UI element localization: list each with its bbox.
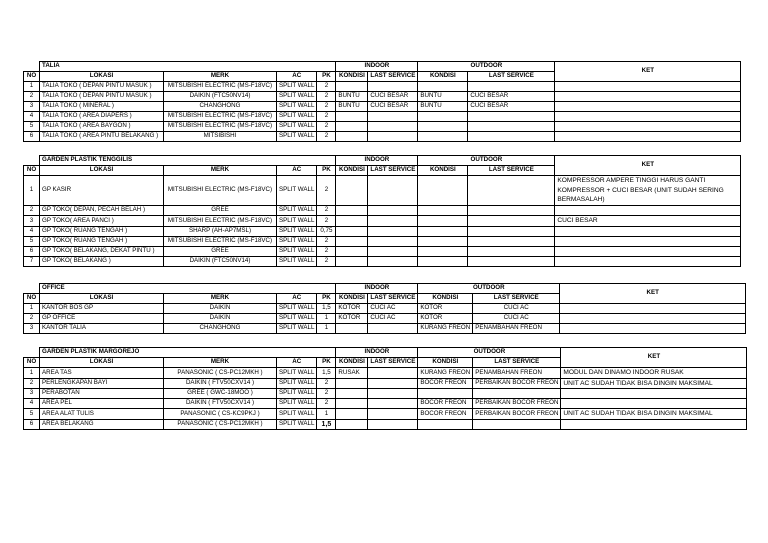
row-ket	[561, 389, 747, 399]
row-ac: SPLIT WALL	[277, 206, 317, 216]
no-header: NO	[24, 166, 40, 176]
lokasi-header: LOKASI	[40, 72, 164, 82]
row-pk: 1	[317, 409, 336, 420]
row-ac: SPLIT WALL	[277, 122, 317, 132]
row-indoor-last-service: CUCI AC	[368, 314, 418, 324]
row-lokasi: TALIA TOKO ( AREA PINTU BELAKANG )	[40, 132, 164, 142]
row-merk: MITSUBISHI ELECTRIC (MS-F18VC)	[164, 216, 277, 227]
row-outdoor-kondisi	[418, 122, 468, 132]
row-no: 2	[24, 92, 40, 102]
row-merk: PANASONIC ( CS-KC9PKJ )	[164, 409, 277, 420]
row-outdoor-kondisi	[418, 246, 468, 256]
row-outdoor-last-service	[468, 112, 555, 122]
row-outdoor-kondisi	[418, 112, 468, 122]
row-outdoor-kondisi	[418, 132, 468, 142]
row-pk: 2	[317, 246, 336, 256]
row-outdoor-last-service: CUCI BESAR	[468, 102, 555, 112]
row-merk: PANASONIC ( CS-PC12MKH )	[164, 419, 277, 429]
row-outdoor-kondisi	[418, 82, 468, 92]
row-lokasi: TALIA TOKO ( AREA DIAPERS )	[40, 112, 164, 122]
indoor-last-service-header: LAST SERVICE	[368, 72, 418, 82]
row-outdoor-kondisi: BOCOR FREON	[418, 378, 473, 389]
row-outdoor-last-service	[468, 256, 555, 266]
row-ac: SPLIT WALL	[277, 92, 317, 102]
row-no: 2	[24, 378, 40, 389]
section-office	[23, 283, 746, 334]
table-row	[24, 122, 741, 132]
ac-header: AC	[277, 72, 317, 82]
row-outdoor-kondisi	[418, 206, 468, 216]
row-outdoor-kondisi: BOCOR FREON	[418, 409, 473, 420]
row-indoor-kondisi: RUSAK	[336, 368, 368, 379]
row-outdoor-kondisi: KOTOR	[418, 304, 473, 314]
row-no: 7	[24, 256, 40, 266]
outdoor-header: OUTDOOR	[418, 284, 560, 294]
lokasi-header: LOKASI	[40, 358, 164, 368]
outdoor-header: OUTDOOR	[418, 62, 555, 72]
row-ac: SPLIT WALL	[277, 256, 317, 266]
row-lokasi: AREA TAS	[40, 368, 164, 379]
ket-header: KET	[561, 348, 747, 368]
row-indoor-last-service	[368, 122, 418, 132]
row-indoor-last-service	[368, 368, 418, 379]
row-lokasi: AREA PEL	[40, 399, 164, 409]
row-indoor-last-service	[368, 378, 418, 389]
row-pk: 2	[317, 389, 336, 399]
table-row	[24, 378, 747, 389]
outdoor-kondisi-header: KONDISI	[418, 294, 473, 304]
row-pk: 1,5	[317, 419, 336, 429]
row-merk: CHANGHONG	[164, 102, 277, 112]
row-outdoor-last-service: PENAMBAHAN FREON	[473, 324, 560, 334]
row-outdoor-last-service	[468, 132, 555, 142]
row-indoor-last-service	[368, 324, 418, 334]
table-row	[24, 324, 746, 334]
row-merk: MITSUBISHI ELECTRIC (MS-F18VC)	[164, 236, 277, 246]
row-no: 1	[24, 304, 40, 314]
row-no: 3	[24, 216, 40, 227]
row-indoor-last-service	[368, 216, 418, 227]
row-merk: MITSUBISHI ELECTRIC (MS-F18VC)	[164, 112, 277, 122]
row-indoor-kondisi	[336, 206, 368, 216]
row-outdoor-kondisi	[418, 256, 468, 266]
row-pk: 2	[317, 256, 336, 266]
row-indoor-kondisi	[336, 256, 368, 266]
merk-header: MERK	[164, 294, 277, 304]
row-pk: 2	[317, 102, 336, 112]
row-no: 4	[24, 226, 40, 236]
outdoor-kondisi-header: KONDISI	[418, 72, 468, 82]
row-merk: DAIKIN ( FTV50CXV14 )	[164, 399, 277, 409]
row-no: 3	[24, 324, 40, 334]
lokasi-header: LOKASI	[40, 294, 164, 304]
row-outdoor-kondisi: BUNTU	[418, 92, 468, 102]
row-ac: SPLIT WALL	[277, 216, 317, 227]
section-title: OFFICE	[40, 284, 336, 294]
row-no: 5	[24, 236, 40, 246]
row-ket: MODUL DAN DINAMO INDOOR RUSAK	[561, 368, 747, 379]
row-no: 3	[24, 102, 40, 112]
row-ket	[561, 399, 747, 409]
section-talia	[23, 61, 741, 142]
row-no: 2	[24, 314, 40, 324]
row-ket	[555, 246, 741, 256]
row-outdoor-kondisi	[418, 236, 468, 246]
row-ket	[555, 256, 741, 266]
section-title: GARDEN PLASTIK MARGOREJO	[40, 348, 336, 358]
table-row	[24, 82, 741, 92]
table-row	[24, 314, 746, 324]
row-ket	[555, 82, 741, 92]
row-outdoor-last-service	[468, 206, 555, 216]
row-indoor-kondisi: KOTOR	[336, 314, 368, 324]
row-indoor-kondisi: BUNTU	[336, 92, 368, 102]
row-no: 4	[24, 112, 40, 122]
row-outdoor-last-service	[468, 82, 555, 92]
row-pk: 2	[317, 82, 336, 92]
ket-header: KET	[555, 62, 741, 82]
indoor-last-service-header: LAST SERVICE	[368, 358, 418, 368]
table-row	[24, 399, 747, 409]
row-indoor-kondisi	[336, 132, 368, 142]
row-indoor-kondisi: BUNTU	[336, 102, 368, 112]
row-ket: CUCI BESAR	[555, 216, 741, 227]
row-indoor-last-service	[368, 256, 418, 266]
row-no: 6	[24, 419, 40, 429]
indoor-kondisi-header: KONDISI	[336, 358, 368, 368]
row-indoor-kondisi	[336, 122, 368, 132]
row-merk: DAIKIN	[164, 304, 277, 314]
outdoor-last-service-header: LAST SERVICE	[468, 166, 555, 176]
row-pk: 1	[317, 324, 336, 334]
row-outdoor-last-service	[473, 419, 561, 429]
row-ac: SPLIT WALL	[277, 419, 317, 429]
no-header: NO	[24, 72, 40, 82]
row-lokasi: GP TOKO( DEPAN, PECAH BELAH )	[40, 206, 164, 216]
row-outdoor-last-service: PERBAIKAN BOCOR FREON	[473, 378, 561, 389]
row-ket	[555, 236, 741, 246]
table-row	[24, 92, 741, 102]
row-indoor-kondisi	[336, 176, 368, 206]
table-row	[24, 304, 746, 314]
row-indoor-last-service	[368, 226, 418, 236]
row-no: 6	[24, 132, 40, 142]
row-merk: GREE	[164, 246, 277, 256]
table-row	[24, 256, 741, 266]
pk-header: PK	[317, 166, 336, 176]
row-indoor-last-service	[368, 176, 418, 206]
row-indoor-last-service: CUCI BESAR	[368, 92, 418, 102]
row-merk: DAIKIN	[164, 314, 277, 324]
row-ac: SPLIT WALL	[277, 112, 317, 122]
row-indoor-kondisi	[336, 324, 368, 334]
row-indoor-kondisi	[336, 112, 368, 122]
row-indoor-last-service	[368, 206, 418, 216]
row-indoor-last-service	[368, 246, 418, 256]
row-no: 2	[24, 206, 40, 216]
row-ac: SPLIT WALL	[277, 226, 317, 236]
row-no: 3	[24, 389, 40, 399]
row-merk: MITSUBISHI ELECTRIC (MS-F18VC)	[164, 122, 277, 132]
outdoor-kondisi-header: KONDISI	[418, 358, 473, 368]
outdoor-header: OUTDOOR	[418, 156, 555, 166]
row-ac: SPLIT WALL	[277, 389, 317, 399]
table-row	[24, 132, 741, 142]
row-ket	[560, 304, 746, 314]
table-row	[24, 409, 747, 420]
outdoor-kondisi-header: KONDISI	[418, 166, 468, 176]
row-outdoor-kondisi	[418, 176, 468, 206]
row-indoor-kondisi	[336, 216, 368, 227]
no-header: NO	[24, 358, 40, 368]
indoor-last-service-header: LAST SERVICE	[368, 294, 418, 304]
row-ket	[555, 122, 741, 132]
row-merk: MITSIBISHI	[164, 132, 277, 142]
row-lokasi: TALIA TOKO ( AREA BAYGON )	[40, 122, 164, 132]
lokasi-header: LOKASI	[40, 166, 164, 176]
row-ket	[555, 102, 741, 112]
row-outdoor-kondisi	[418, 419, 473, 429]
row-pk: 2	[317, 122, 336, 132]
outdoor-header: OUTDOOR	[418, 348, 561, 358]
row-pk: 2	[317, 236, 336, 246]
row-lokasi: PERLENGKAPAN BAYI	[40, 378, 164, 389]
row-ac: SPLIT WALL	[277, 399, 317, 409]
table-row	[24, 368, 747, 379]
row-outdoor-last-service	[468, 216, 555, 227]
row-ac: SPLIT WALL	[277, 246, 317, 256]
row-ac: SPLIT WALL	[277, 132, 317, 142]
row-merk: DAIKIN (FTC50NV14)	[164, 92, 277, 102]
table-row	[24, 236, 741, 246]
outdoor-last-service-header: LAST SERVICE	[473, 294, 560, 304]
row-indoor-last-service: CUCI AC	[368, 304, 418, 314]
pk-header: PK	[317, 72, 336, 82]
row-outdoor-last-service	[468, 122, 555, 132]
row-ket	[555, 206, 741, 216]
row-outdoor-last-service: CUCI AC	[473, 314, 560, 324]
row-no: 6	[24, 246, 40, 256]
merk-header: MERK	[164, 72, 277, 82]
row-ket	[561, 419, 747, 429]
row-outdoor-last-service	[468, 236, 555, 246]
row-lokasi: AREA ALAT TULIS	[40, 409, 164, 420]
pk-header: PK	[317, 358, 336, 368]
row-outdoor-last-service: CUCI AC	[473, 304, 560, 314]
row-outdoor-kondisi: KOTOR	[418, 314, 473, 324]
section-title: GARDEN PLASTIK TENGGILIS	[40, 156, 336, 166]
row-no: 5	[24, 409, 40, 420]
row-indoor-last-service: CUCI BESAR	[368, 102, 418, 112]
row-pk: 2	[317, 206, 336, 216]
row-ac: SPLIT WALL	[277, 236, 317, 246]
row-pk: 2	[317, 112, 336, 122]
row-ac: SPLIT WALL	[277, 82, 317, 92]
row-ket: UNIT AC SUDAH TIDAK BISA DINGIN MAKSIMAL	[561, 409, 747, 420]
row-indoor-kondisi	[336, 236, 368, 246]
merk-header: MERK	[164, 166, 277, 176]
row-indoor-last-service	[368, 389, 418, 399]
row-no: 5	[24, 122, 40, 132]
row-indoor-last-service	[368, 419, 418, 429]
row-lokasi: GP TOKO( BELAKANG, DEKAT PINTU )	[40, 246, 164, 256]
row-ac: SPLIT WALL	[277, 102, 317, 112]
row-pk: 2	[317, 176, 336, 206]
row-indoor-kondisi	[336, 246, 368, 256]
row-lokasi: GP TOKO( BELAKANG )	[40, 256, 164, 266]
row-indoor-kondisi	[336, 389, 368, 399]
row-pk: 2	[317, 378, 336, 389]
row-ket	[555, 92, 741, 102]
row-indoor-kondisi	[336, 226, 368, 236]
ac-header: AC	[277, 166, 317, 176]
row-indoor-kondisi	[336, 419, 368, 429]
row-merk: MITSUBISHI ELECTRIC (MS-F18VC)	[164, 176, 277, 206]
row-lokasi: PERABOTAN	[40, 389, 164, 399]
row-indoor-last-service	[368, 132, 418, 142]
indoor-header: INDOOR	[336, 348, 418, 358]
row-ac: SPLIT WALL	[277, 324, 317, 334]
outdoor-last-service-header: LAST SERVICE	[473, 358, 561, 368]
row-outdoor-kondisi: KURANG FREON	[418, 368, 473, 379]
row-merk: DAIKIN ( FTV50CXV14 )	[164, 378, 277, 389]
row-ket	[555, 112, 741, 122]
row-no: 1	[24, 82, 40, 92]
row-ac: SPLIT WALL	[277, 409, 317, 420]
row-ket: UNIT AC SUDAH TIDAK BISA DINGIN MAKSIMAL	[561, 378, 747, 389]
indoor-header: INDOOR	[336, 284, 418, 294]
row-indoor-kondisi: KOTOR	[336, 304, 368, 314]
ac-header: AC	[277, 358, 317, 368]
row-indoor-last-service	[368, 399, 418, 409]
section-garden-plastik-margorejo	[23, 347, 747, 430]
row-outdoor-last-service	[468, 246, 555, 256]
row-lokasi: GP OFFICE	[40, 314, 164, 324]
row-pk: 2	[317, 399, 336, 409]
row-lokasi: TALIA TOKO ( MINERAL )	[40, 102, 164, 112]
row-ket	[560, 314, 746, 324]
row-merk: CHANGHONG	[164, 324, 277, 334]
row-merk: DAIKIN (FTC50NV14)	[164, 256, 277, 266]
table-row	[24, 226, 741, 236]
row-merk: MITSUBISHI ELECTRIC (MS-F18VC)	[164, 82, 277, 92]
indoor-kondisi-header: KONDISI	[336, 166, 368, 176]
pk-header: PK	[317, 294, 336, 304]
row-no: 1	[24, 176, 40, 206]
row-outdoor-kondisi: BUNTU	[418, 102, 468, 112]
table-row	[24, 102, 741, 112]
row-pk: 1,5	[317, 304, 336, 314]
row-indoor-kondisi	[336, 409, 368, 420]
row-indoor-last-service	[368, 82, 418, 92]
outdoor-last-service-header: LAST SERVICE	[468, 72, 555, 82]
table-row	[24, 206, 741, 216]
row-lokasi: TALIA TOKO ( DEPAN PINTU MASUK )	[40, 82, 164, 92]
row-ket	[555, 226, 741, 236]
row-no: 4	[24, 399, 40, 409]
row-indoor-kondisi	[336, 82, 368, 92]
row-ac: SPLIT WALL	[277, 304, 317, 314]
row-ac: SPLIT WALL	[277, 314, 317, 324]
merk-header: MERK	[164, 358, 277, 368]
indoor-kondisi-header: KONDISI	[336, 72, 368, 82]
row-ac: SPLIT WALL	[277, 368, 317, 379]
row-ac: SPLIT WALL	[277, 378, 317, 389]
row-merk: GREE	[164, 206, 277, 216]
indoor-header: INDOOR	[336, 156, 418, 166]
row-lokasi: KANTOR TALIA	[40, 324, 164, 334]
table-row	[24, 216, 741, 227]
row-lokasi: AREA BELAKANG	[40, 419, 164, 429]
row-outdoor-last-service: CUCI BESAR	[468, 92, 555, 102]
row-pk: 2	[317, 132, 336, 142]
row-indoor-kondisi	[336, 378, 368, 389]
row-indoor-kondisi	[336, 399, 368, 409]
table-row	[24, 419, 747, 429]
row-ket: KOMPRESSOR AMPERE TINGGI HARUS GANTI KOMPRESSOR + CUCI BESAR (UNIT SUDAH SERING BERMASALAH)	[555, 176, 741, 206]
row-lokasi: GP TOKO( RUANG TENGAH )	[40, 226, 164, 236]
row-ac: SPLIT WALL	[277, 176, 317, 206]
row-outdoor-last-service	[468, 226, 555, 236]
table-row	[24, 389, 747, 399]
row-pk: 0,75	[317, 226, 336, 236]
indoor-header: INDOOR	[336, 62, 418, 72]
no-header: NO	[24, 294, 40, 304]
row-indoor-last-service	[368, 236, 418, 246]
row-indoor-last-service	[368, 112, 418, 122]
row-ket	[555, 132, 741, 142]
ket-header: KET	[560, 284, 746, 304]
row-outdoor-last-service: PERBAIKAN BOCOR FREON	[473, 399, 561, 409]
row-ket	[560, 324, 746, 334]
row-lokasi: TALIA TOKO ( DEPAN PINTU MASUK )	[40, 92, 164, 102]
indoor-kondisi-header: KONDISI	[336, 294, 368, 304]
ac-header: AC	[277, 294, 317, 304]
row-outdoor-kondisi: BOCOR FREON	[418, 399, 473, 409]
row-lokasi: GP KASIR	[40, 176, 164, 206]
row-outdoor-last-service	[468, 176, 555, 206]
row-lokasi: GP TOKO( RUANG TENGAH )	[40, 236, 164, 246]
row-outdoor-kondisi	[418, 226, 468, 236]
section-garden-plastik-tenggilis	[23, 155, 741, 267]
row-outdoor-kondisi	[418, 389, 473, 399]
row-merk: PANASONIC ( CS-PC12MKH )	[164, 368, 277, 379]
row-lokasi: KANTOR BOS GP	[40, 304, 164, 314]
row-pk: 1,5	[317, 368, 336, 379]
row-merk: GREE ( GWC-18MOO )	[164, 389, 277, 399]
row-merk: SHARP (AH-AP7MSL)	[164, 226, 277, 236]
row-outdoor-last-service: PERBAIKAN BOCOR FREON	[473, 409, 561, 420]
row-indoor-last-service	[368, 409, 418, 420]
row-no: 1	[24, 368, 40, 379]
table-row	[24, 112, 741, 122]
table-row	[24, 246, 741, 256]
row-pk: 1	[317, 314, 336, 324]
indoor-last-service-header: LAST SERVICE	[368, 166, 418, 176]
ket-header: KET	[555, 156, 741, 176]
row-outdoor-last-service: PENAMBAHAN FREON	[473, 368, 561, 379]
row-pk: 2	[317, 216, 336, 227]
section-title: TALIA	[40, 62, 336, 72]
row-pk: 2	[317, 92, 336, 102]
row-outdoor-last-service	[473, 389, 561, 399]
table-row	[24, 176, 741, 206]
row-outdoor-kondisi: KURANG FREON	[418, 324, 473, 334]
row-outdoor-kondisi	[418, 216, 468, 227]
row-lokasi: GP TOKO( AREA PANCI )	[40, 216, 164, 227]
